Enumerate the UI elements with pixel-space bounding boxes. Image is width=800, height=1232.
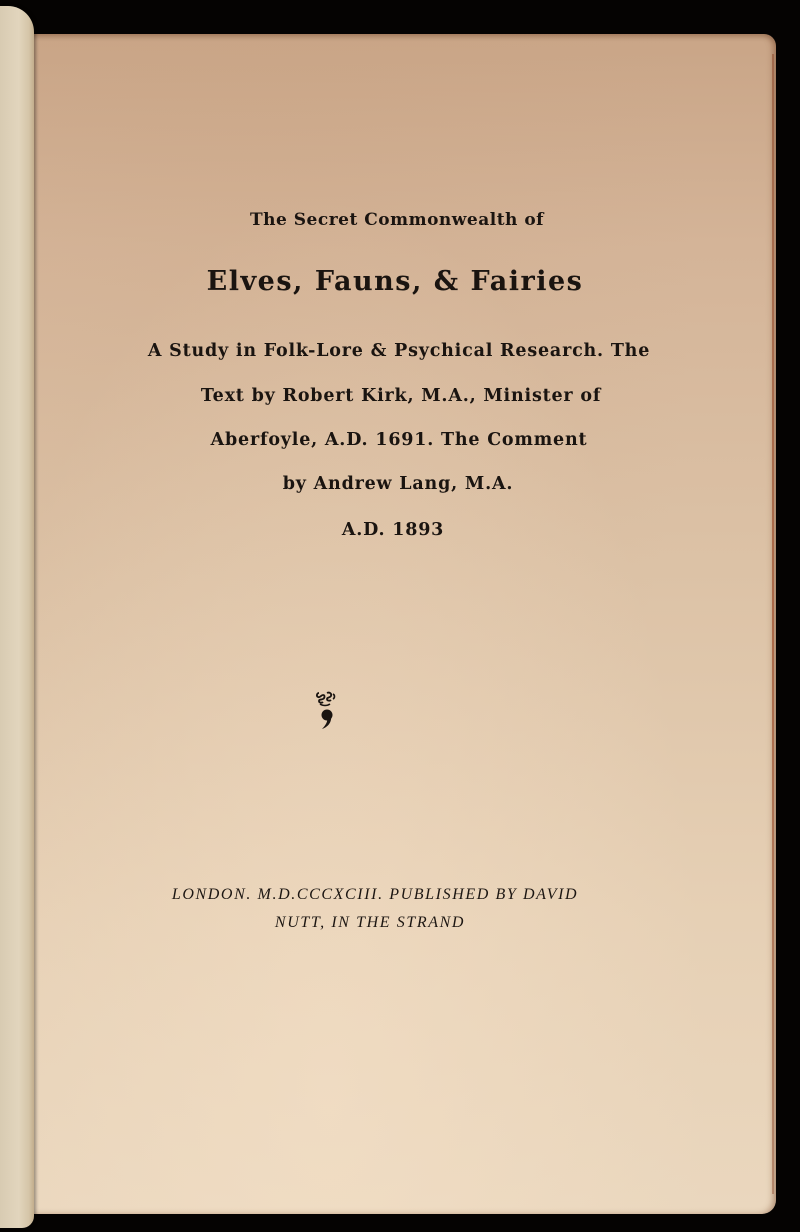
description-line: Text by Robert Kirk, M.A., Minister of	[200, 386, 602, 406]
book-title: Elves, Fauns, & Fairies	[206, 266, 584, 297]
publication-year: A.D. 1893	[341, 520, 445, 540]
book-subtitle: The Secret Commonwealth of	[250, 210, 544, 230]
title-page	[30, 34, 776, 1214]
description-line: A Study in Folk-Lore & Psychical Research. The	[147, 341, 651, 361]
description-line: by Andrew Lang, M.A.	[282, 474, 514, 494]
imprint-line: LONDON. M.D.CCCXCIII. PUBLISHED BY DAVID	[171, 886, 579, 903]
description-line: Aberfoyle, A.D. 1691. The Comment	[210, 430, 588, 450]
previous-page-edge	[0, 6, 34, 1228]
printers-flower-icon	[314, 690, 338, 732]
imprint-line: NUTT, IN THE STRAND	[274, 914, 466, 931]
